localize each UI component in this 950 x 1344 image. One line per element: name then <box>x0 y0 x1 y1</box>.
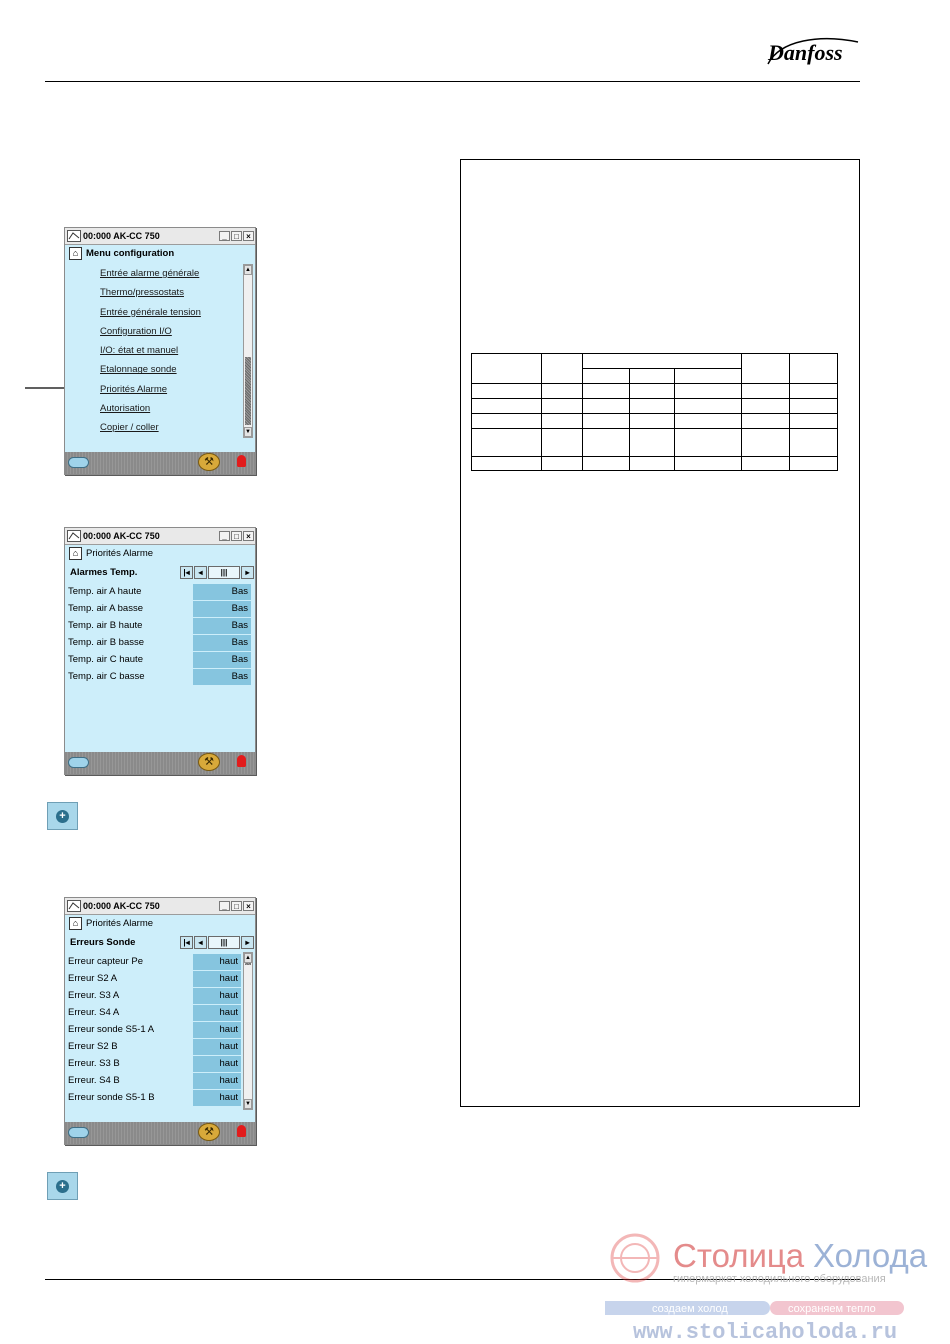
watermark-logo <box>605 1230 950 1344</box>
priority-value[interactable]: haut <box>193 954 241 970</box>
row-label: Temp. air B haute <box>68 620 143 631</box>
priority-list <box>65 953 255 1106</box>
table-row <box>472 457 838 471</box>
table-cell <box>630 384 675 399</box>
row-label: Temp. air C haute <box>68 654 143 665</box>
row-label: Erreur. S3 B <box>68 1058 120 1069</box>
scrollbar[interactable] <box>243 952 253 1110</box>
priority-table <box>471 353 838 471</box>
keyboard-icon[interactable] <box>68 757 89 768</box>
priority-value[interactable]: Bas <box>193 635 251 651</box>
table-cell <box>583 414 630 429</box>
list-item[interactable] <box>65 634 255 651</box>
priority-value[interactable]: haut <box>193 971 241 987</box>
list-item[interactable] <box>65 1072 255 1089</box>
menu-header <box>65 245 255 262</box>
watermark-slogan-right: сохраняем тепло <box>788 1303 876 1315</box>
prev-page-icon[interactable]: ◂ <box>194 566 207 579</box>
close-button[interactable]: × <box>243 531 254 541</box>
scroll-up-icon[interactable]: ▲ <box>245 955 251 961</box>
table-cell <box>675 414 742 429</box>
next-page-icon[interactable]: ▸ <box>241 936 254 949</box>
alarm-priorities-sensor-window <box>64 897 256 1145</box>
table-cell <box>742 384 790 399</box>
minimize-button[interactable]: _ <box>219 531 230 541</box>
window-title: 00:000 AK-CC 750 <box>83 531 160 541</box>
table-cell <box>583 354 742 369</box>
table-cell <box>790 354 838 384</box>
wrench-icon[interactable]: ⚒ <box>198 453 220 471</box>
menu-item[interactable]: Entrée alarme générale <box>100 268 200 279</box>
row-label: Erreur. S3 A <box>68 990 120 1001</box>
table-cell <box>583 384 630 399</box>
close-button[interactable]: × <box>243 231 254 241</box>
scroll-thumb[interactable] <box>245 963 251 965</box>
section-title: Erreurs Sonde <box>70 937 136 948</box>
priority-value[interactable]: haut <box>193 1090 241 1106</box>
watermark-name-2: Холода <box>813 1237 928 1274</box>
home-icon[interactable]: ⌂ <box>69 247 82 260</box>
table-cell <box>675 457 742 471</box>
menu-item[interactable]: Etalonnage sonde <box>100 364 177 376</box>
screen-title: Priorités Alarme <box>86 918 154 929</box>
table-cell <box>742 399 790 414</box>
priority-value[interactable]: haut <box>193 1073 241 1089</box>
section-header <box>65 563 255 582</box>
home-icon[interactable]: ⌂ <box>69 917 82 930</box>
row-label: Erreur. S4 A <box>68 1007 120 1018</box>
table-row <box>472 384 838 399</box>
menu-header <box>65 915 255 932</box>
list-item[interactable] <box>65 1004 255 1021</box>
status-bar <box>65 752 255 774</box>
row-label: Temp. air A haute <box>68 586 142 597</box>
menu-configuration-window <box>64 227 256 475</box>
priority-value[interactable]: haut <box>193 1005 241 1021</box>
table-cell <box>472 384 542 399</box>
table-row <box>472 414 838 429</box>
status-bar <box>65 452 255 474</box>
priority-list <box>65 583 255 685</box>
table-cell <box>542 457 583 471</box>
table-cell <box>630 457 675 471</box>
row-label: Erreur capteur Pe <box>68 956 143 967</box>
table-cell <box>472 414 542 429</box>
status-bar <box>65 1122 255 1144</box>
table-cell <box>583 399 630 414</box>
table-cell <box>630 414 675 429</box>
danfoss-logo <box>760 30 865 72</box>
priority-value[interactable]: haut <box>193 988 241 1004</box>
row-label: Erreur S2 A <box>68 973 118 984</box>
next-arrow-icon: + <box>56 810 69 823</box>
app-icon <box>67 530 81 542</box>
close-button[interactable]: × <box>243 901 254 911</box>
list-item[interactable] <box>65 1038 255 1055</box>
keyboard-icon[interactable] <box>68 457 89 468</box>
watermark-slogan-left: создаем холод <box>652 1303 728 1315</box>
brand-name: Danfoss <box>768 40 843 65</box>
list-item[interactable] <box>65 1089 255 1106</box>
app-icon <box>67 900 81 912</box>
priority-value[interactable]: Bas <box>193 601 251 617</box>
priority-value[interactable]: Bas <box>193 652 251 668</box>
priority-value[interactable]: haut <box>193 1039 241 1055</box>
watermark-url: www.stolicaholoda.ru <box>633 1320 898 1344</box>
table-row <box>472 354 838 369</box>
minimize-button[interactable]: _ <box>219 231 230 241</box>
first-page-icon[interactable]: |◂ <box>180 936 193 949</box>
table-row <box>472 399 838 414</box>
table-cell <box>630 429 675 457</box>
alarm-bell-icon[interactable] <box>237 755 246 767</box>
table-cell <box>542 354 583 384</box>
table-cell <box>583 429 630 457</box>
priority-value[interactable]: haut <box>193 1056 241 1072</box>
header-rule <box>45 81 860 82</box>
menu-item-priorites-alarme[interactable]: Priorités Alarme <box>100 383 168 395</box>
list-item[interactable] <box>65 953 255 970</box>
menu-header <box>65 545 255 562</box>
wrench-icon[interactable]: ⚒ <box>198 1123 220 1141</box>
table-cell <box>675 399 742 414</box>
table-cell <box>790 457 838 471</box>
window-title: 00:000 AK-CC 750 <box>83 901 160 911</box>
table-cell <box>675 369 742 384</box>
section-header <box>65 933 255 952</box>
table-cell <box>542 399 583 414</box>
row-label: Temp. air C basse <box>68 671 145 682</box>
table-cell <box>675 384 742 399</box>
list-item[interactable] <box>65 987 255 1004</box>
page-indicator: ||| <box>208 566 240 579</box>
priority-value[interactable]: Bas <box>193 669 251 685</box>
table-cell <box>790 399 838 414</box>
list-item[interactable] <box>65 651 255 668</box>
window-titlebar <box>65 528 255 545</box>
watermark-tagline: гипермаркет холодильного оборудования <box>673 1273 886 1285</box>
menu-item[interactable]: Entrée générale tension <box>100 306 201 318</box>
list-item[interactable] <box>65 1021 255 1038</box>
next-arrow-icon: + <box>56 1180 69 1193</box>
table-cell <box>742 429 790 457</box>
table-cell <box>542 429 583 457</box>
menu-title: Menu configuration <box>86 248 175 259</box>
table-cell <box>472 457 542 471</box>
table-cell <box>630 399 675 414</box>
window-titlebar <box>65 898 255 915</box>
table-cell <box>583 369 630 384</box>
window-title: 00:000 AK-CC 750 <box>83 231 160 241</box>
maximize-button[interactable]: □ <box>231 901 242 911</box>
info-box <box>460 159 860 1107</box>
window-titlebar <box>65 228 255 245</box>
minimize-button[interactable]: _ <box>219 901 230 911</box>
app-icon <box>67 230 81 242</box>
priority-value[interactable]: haut <box>193 1022 241 1038</box>
next-page-button[interactable] <box>47 1172 78 1200</box>
table-cell <box>583 457 630 471</box>
menu-item[interactable]: I/O: état et manuel <box>100 345 179 357</box>
scroll-down-icon[interactable]: ▼ <box>245 1101 251 1107</box>
alarm-bell-icon[interactable] <box>237 1125 246 1137</box>
row-label: Erreur. S4 B <box>68 1075 120 1086</box>
next-page-button[interactable] <box>47 802 78 830</box>
menu-item[interactable]: Copier / coller <box>100 422 159 434</box>
list-item[interactable] <box>65 970 255 987</box>
maximize-button[interactable]: □ <box>231 531 242 541</box>
table-cell <box>675 429 742 457</box>
priority-value[interactable]: Bas <box>193 584 251 600</box>
table-row <box>472 429 838 457</box>
table-cell <box>630 369 675 384</box>
scrollbar[interactable] <box>243 264 253 438</box>
screen-title: Priorités Alarme <box>86 548 154 559</box>
scroll-down-icon[interactable]: ▼ <box>245 429 251 435</box>
menu-item[interactable]: Thermo/pressostats <box>100 287 184 299</box>
table-cell <box>790 429 838 457</box>
menu-list <box>65 264 241 438</box>
table-cell <box>742 414 790 429</box>
alarm-bell-icon[interactable] <box>237 455 246 467</box>
table-cell <box>542 414 583 429</box>
next-page-icon[interactable]: ▸ <box>241 566 254 579</box>
table-cell <box>472 399 542 414</box>
list-item[interactable] <box>65 668 255 685</box>
menu-item[interactable]: Configuration I/O <box>100 325 172 337</box>
home-icon[interactable]: ⌂ <box>69 547 82 560</box>
table-cell <box>790 384 838 399</box>
row-label: Erreur sonde S5-1 A <box>68 1024 155 1035</box>
list-item[interactable] <box>65 583 255 600</box>
watermark-name-1: Столица <box>673 1237 805 1274</box>
row-label: Temp. air A basse <box>68 603 143 614</box>
first-page-icon[interactable]: |◂ <box>180 566 193 579</box>
list-item[interactable] <box>65 1055 255 1072</box>
row-label: Erreur S2 B <box>68 1041 118 1052</box>
row-label: Temp. air B basse <box>68 637 145 648</box>
priority-value[interactable]: Bas <box>193 618 251 634</box>
alarm-priorities-temp-window <box>64 527 256 775</box>
row-label: Erreur sonde S5-1 B <box>68 1092 155 1103</box>
maximize-button[interactable]: □ <box>231 231 242 241</box>
table-cell <box>542 384 583 399</box>
table-cell <box>742 354 790 384</box>
scroll-up-icon[interactable]: ▲ <box>245 267 251 273</box>
list-item[interactable] <box>65 600 255 617</box>
table-cell <box>472 429 542 457</box>
list-item[interactable] <box>65 617 255 634</box>
prev-page-icon[interactable]: ◂ <box>194 936 207 949</box>
table-cell <box>472 354 542 384</box>
section-title: Alarmes Temp. <box>70 567 138 578</box>
scroll-thumb[interactable] <box>245 357 251 425</box>
table-cell <box>790 414 838 429</box>
page-indicator: ||| <box>208 936 240 949</box>
keyboard-icon[interactable] <box>68 1127 89 1138</box>
menu-item[interactable]: Autorisation <box>100 403 151 415</box>
table-cell <box>742 457 790 471</box>
wrench-icon[interactable]: ⚒ <box>198 753 220 771</box>
